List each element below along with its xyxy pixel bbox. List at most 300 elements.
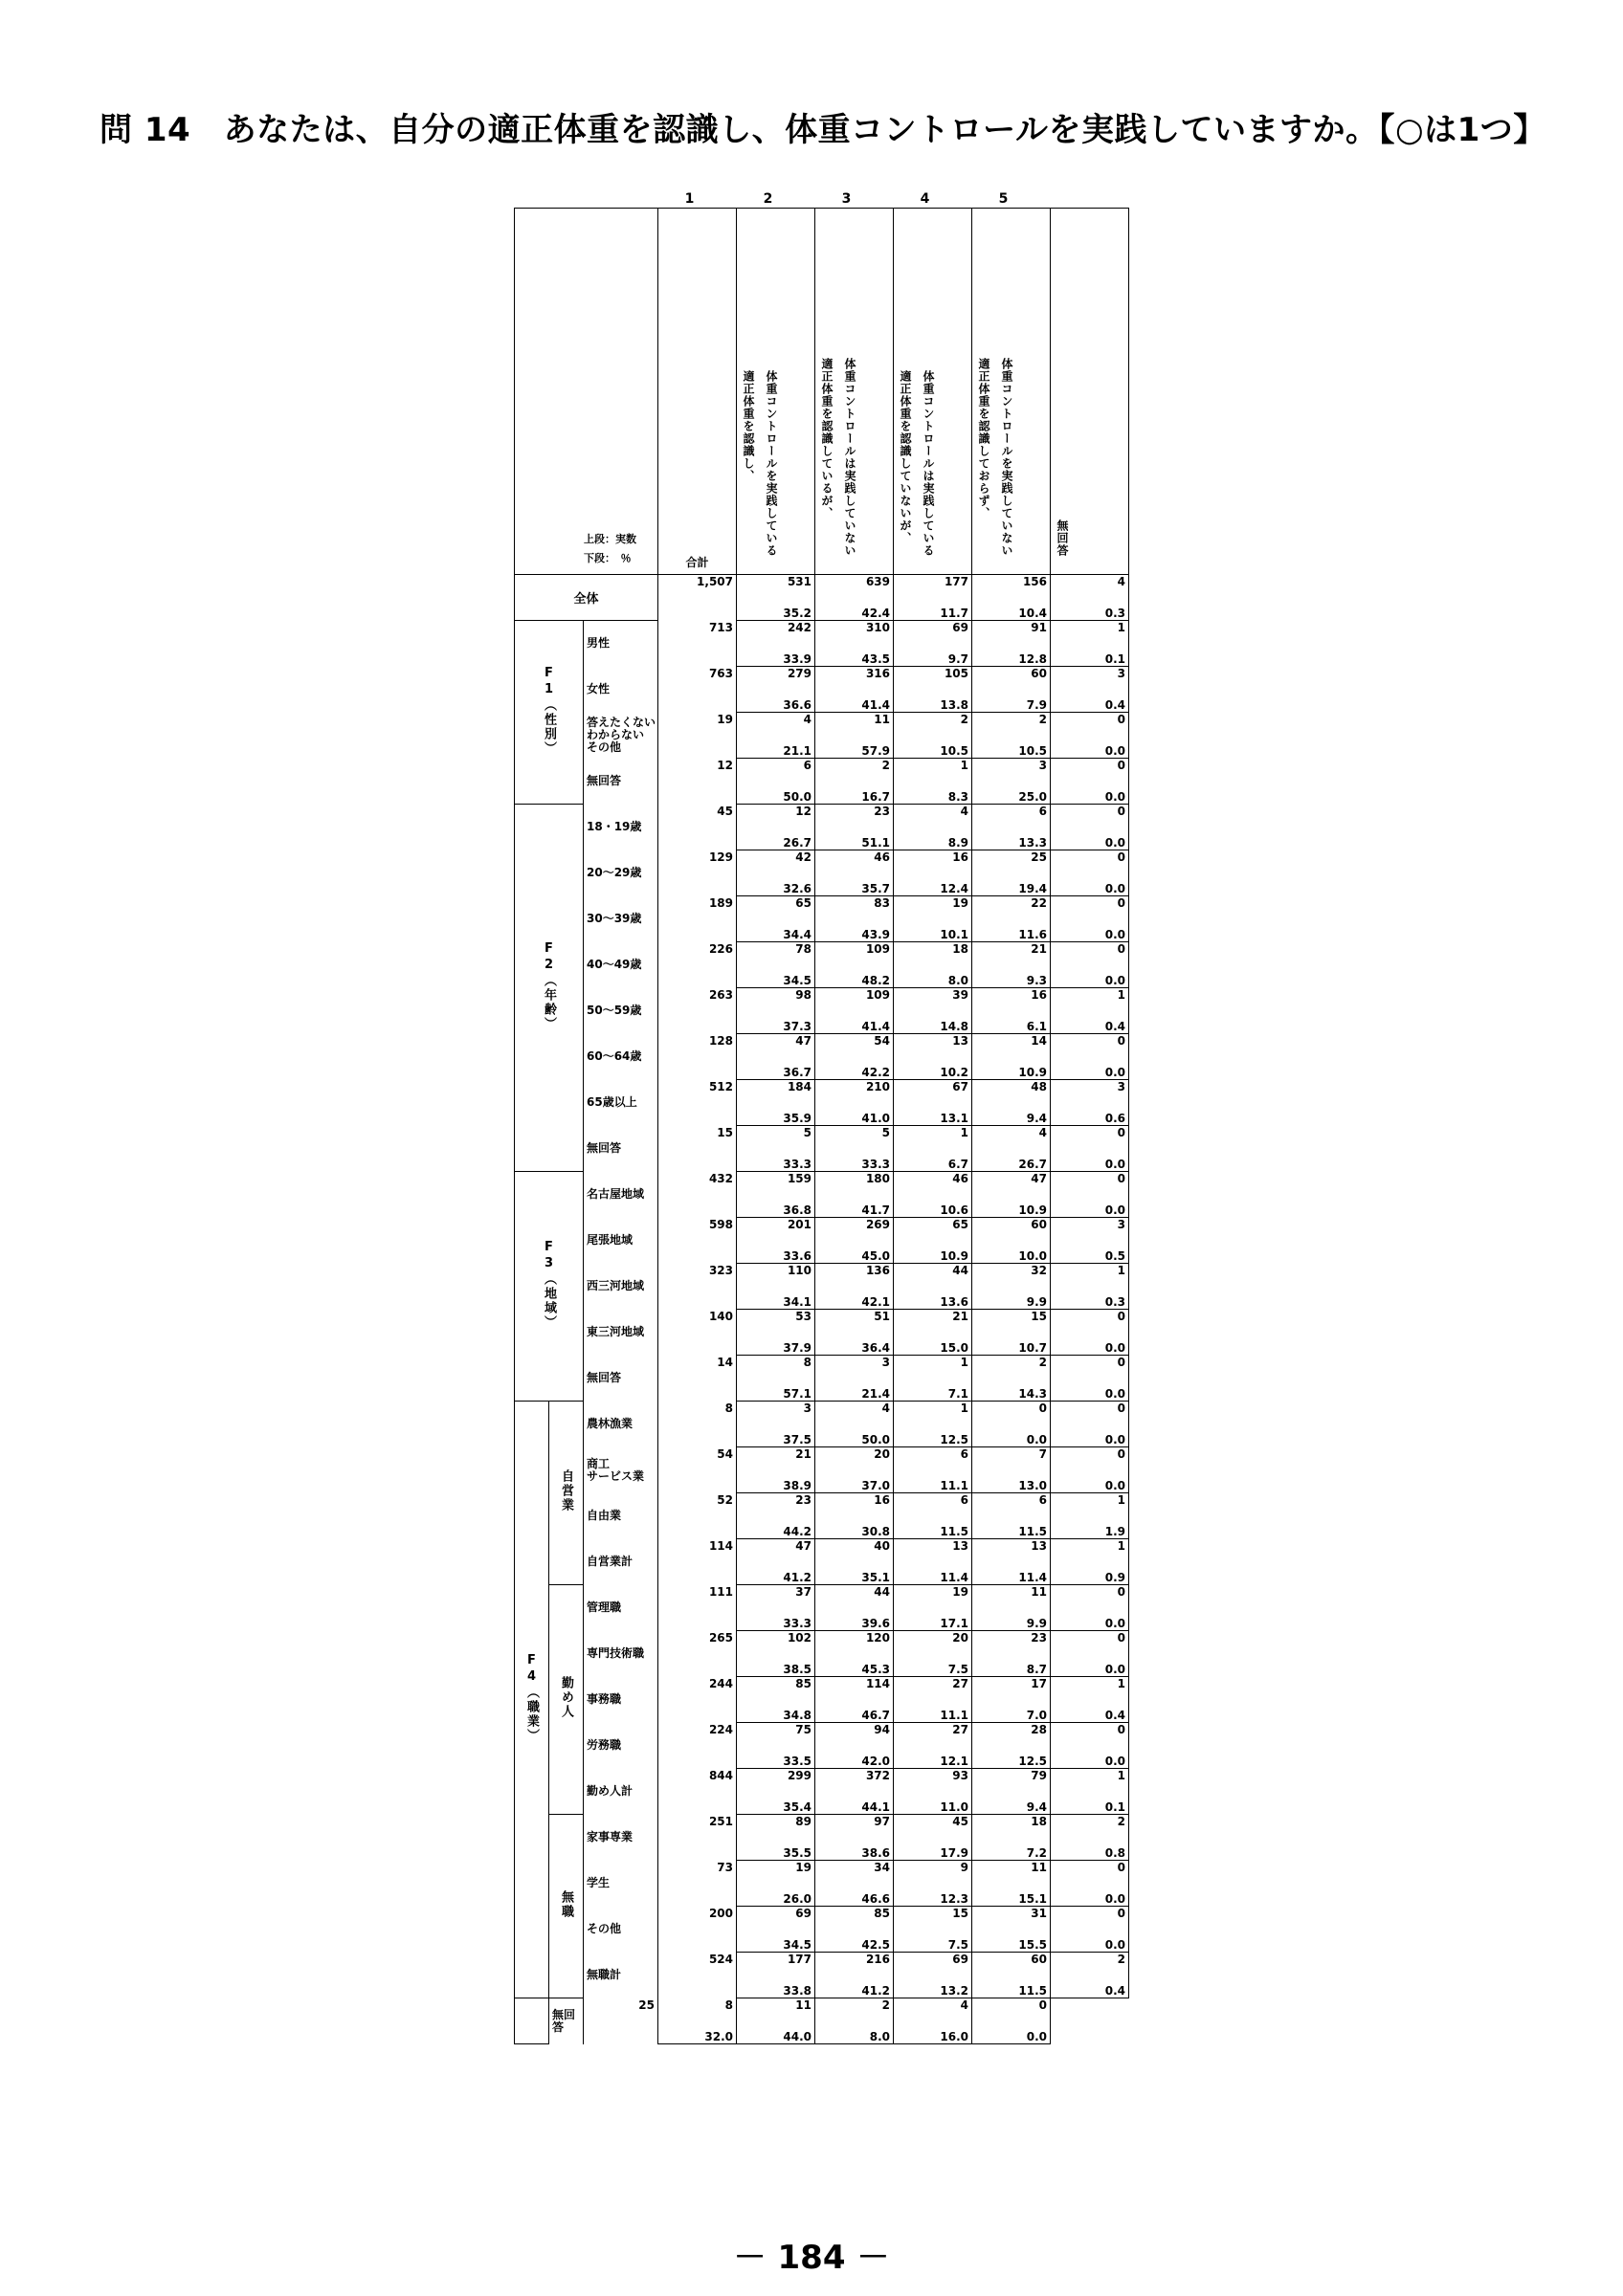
count-cell: 159 bbox=[737, 1172, 815, 1195]
percent-cell: 45.3 bbox=[815, 1654, 894, 1677]
count-cell: 19 bbox=[894, 1585, 972, 1608]
percent-cell: 33.3 bbox=[815, 1149, 894, 1172]
percent-cell: 38.9 bbox=[737, 1470, 815, 1493]
percent-cell: 19.4 bbox=[972, 873, 1051, 896]
group-label-text: F3（地域） bbox=[542, 1239, 556, 1330]
count-cell: 1 bbox=[1051, 1769, 1129, 1792]
row-total: 763 bbox=[658, 667, 737, 713]
count-cell: 102 bbox=[737, 1631, 815, 1654]
count-cell: 180 bbox=[815, 1172, 894, 1195]
percent-cell: 21.4 bbox=[815, 1379, 894, 1402]
percent-cell: 7.5 bbox=[894, 1930, 972, 1953]
count-cell: 177 bbox=[894, 575, 972, 598]
count-cell: 6 bbox=[972, 1493, 1051, 1516]
subgroup-label bbox=[549, 1585, 584, 1815]
percent-cell: 13.8 bbox=[894, 690, 972, 713]
count-cell: 0 bbox=[1051, 1356, 1129, 1379]
count-cell: 3 bbox=[1051, 1218, 1129, 1241]
header-corner bbox=[515, 209, 658, 575]
percent-cell: 14.8 bbox=[894, 1011, 972, 1034]
row-total: 12 bbox=[658, 759, 737, 805]
row-total: 432 bbox=[658, 1172, 737, 1218]
count-cell: 3 bbox=[1051, 1080, 1129, 1103]
row-total: 73 bbox=[658, 1861, 737, 1907]
percent-cell: 21.1 bbox=[737, 736, 815, 759]
count-cell: 4 bbox=[1051, 575, 1129, 598]
percent-cell: 0.0 bbox=[972, 1424, 1051, 1447]
header-legend bbox=[584, 530, 636, 568]
row-total: 140 bbox=[658, 1310, 737, 1356]
percent-cell: 0.5 bbox=[1051, 1241, 1129, 1264]
percent-cell: 34.8 bbox=[737, 1700, 815, 1723]
percent-cell: 36.7 bbox=[737, 1057, 815, 1080]
count-cell: 21 bbox=[894, 1310, 972, 1333]
count-cell: 13 bbox=[894, 1034, 972, 1057]
row-total: 54 bbox=[658, 1447, 737, 1493]
percent-cell: 0.4 bbox=[1051, 1976, 1129, 1998]
percent-cell: 37.5 bbox=[737, 1424, 815, 1447]
count-cell: 65 bbox=[894, 1218, 972, 1241]
header-column-text-1: 体重コントロールを実践している 適正体重を認識し、 bbox=[742, 370, 778, 557]
count-cell: 16 bbox=[894, 850, 972, 873]
percent-cell: 10.9 bbox=[894, 1241, 972, 1264]
count-cell: 1 bbox=[894, 759, 972, 782]
percent-cell: 39.6 bbox=[815, 1608, 894, 1631]
count-cell: 98 bbox=[737, 988, 815, 1011]
count-cell: 210 bbox=[815, 1080, 894, 1103]
count-cell: 3 bbox=[1051, 667, 1129, 690]
count-cell: 0 bbox=[1051, 1126, 1129, 1149]
percent-cell: 0.0 bbox=[972, 2021, 1051, 2044]
count-cell: 47 bbox=[737, 1539, 815, 1562]
percent-cell: 36.4 bbox=[815, 1333, 894, 1356]
count-cell: 69 bbox=[737, 1907, 815, 1930]
count-cell: 37 bbox=[737, 1585, 815, 1608]
group-label-text: F2（年齢） bbox=[542, 940, 556, 1031]
percent-cell: 26.0 bbox=[737, 1884, 815, 1907]
count-cell: 110 bbox=[737, 1264, 815, 1287]
percent-cell: 11.6 bbox=[972, 919, 1051, 942]
percent-cell: 37.0 bbox=[815, 1470, 894, 1493]
percent-cell: 8.3 bbox=[894, 782, 972, 805]
percent-cell: 17.1 bbox=[894, 1608, 972, 1631]
count-cell: 0 bbox=[972, 1402, 1051, 1424]
percent-cell: 7.9 bbox=[972, 690, 1051, 713]
row-total: 114 bbox=[658, 1539, 737, 1585]
percent-cell: 7.0 bbox=[972, 1700, 1051, 1723]
count-cell: 21 bbox=[737, 1447, 815, 1470]
count-cell: 13 bbox=[894, 1539, 972, 1562]
percent-cell: 35.7 bbox=[815, 873, 894, 896]
row-total: 19 bbox=[658, 713, 737, 759]
group-label bbox=[515, 1172, 584, 1402]
row-total: 25 bbox=[584, 1998, 658, 2044]
column-number-5: 5 bbox=[998, 191, 1009, 207]
count-cell: 2 bbox=[972, 1356, 1051, 1379]
percent-cell: 33.8 bbox=[737, 1976, 815, 1998]
count-cell: 13 bbox=[972, 1539, 1051, 1562]
count-cell: 85 bbox=[815, 1907, 894, 1930]
row-label: 学生 bbox=[584, 1861, 658, 1907]
count-cell: 6 bbox=[894, 1447, 972, 1470]
row-total: 200 bbox=[658, 1907, 737, 1953]
percent-cell: 11.1 bbox=[894, 1470, 972, 1493]
count-cell: 48 bbox=[972, 1080, 1051, 1103]
percent-cell: 10.7 bbox=[972, 1333, 1051, 1356]
count-cell: 2 bbox=[815, 759, 894, 782]
count-cell: 4 bbox=[894, 805, 972, 828]
count-cell: 20 bbox=[894, 1631, 972, 1654]
count-cell: 5 bbox=[815, 1126, 894, 1149]
percent-cell: 42.2 bbox=[815, 1057, 894, 1080]
column-number-3: 3 bbox=[841, 191, 852, 207]
count-cell: 4 bbox=[815, 1402, 894, 1424]
page-title: 問 14 あなたは、自分の適正体重を認識し、体重コントロールを実践していますか。【○は1つ】 bbox=[100, 111, 1546, 149]
count-cell: 67 bbox=[894, 1080, 972, 1103]
column-number-4: 4 bbox=[920, 191, 930, 207]
row-total: 224 bbox=[658, 1723, 737, 1769]
subgroup-label-text: 勤め人 bbox=[559, 1676, 573, 1719]
percent-cell: 0.0 bbox=[1051, 828, 1129, 850]
count-cell: 0 bbox=[1051, 1310, 1129, 1333]
count-cell: 6 bbox=[737, 759, 815, 782]
row-label: 無職計 bbox=[584, 1953, 658, 1998]
percent-cell: 12.1 bbox=[894, 1746, 972, 1769]
count-cell: 11 bbox=[815, 713, 894, 736]
count-cell: 25 bbox=[972, 850, 1051, 873]
percent-cell: 41.0 bbox=[815, 1103, 894, 1126]
percent-cell: 0.0 bbox=[1051, 1057, 1129, 1080]
count-cell: 47 bbox=[737, 1034, 815, 1057]
percent-cell: 41.7 bbox=[815, 1195, 894, 1218]
count-cell: 11 bbox=[972, 1861, 1051, 1884]
row-total: 14 bbox=[658, 1356, 737, 1402]
count-cell: 639 bbox=[815, 575, 894, 598]
count-cell: 44 bbox=[815, 1585, 894, 1608]
row-label: 65歳以上 bbox=[584, 1080, 658, 1126]
count-cell: 279 bbox=[737, 667, 815, 690]
percent-cell: 37.3 bbox=[737, 1011, 815, 1034]
percent-cell: 33.3 bbox=[737, 1149, 815, 1172]
percent-cell: 0.3 bbox=[1051, 598, 1129, 621]
count-cell: 0 bbox=[972, 1998, 1051, 2021]
row-label: 18・19歳 bbox=[584, 805, 658, 850]
row-label: 農林漁業 bbox=[584, 1402, 658, 1447]
count-cell: 44 bbox=[894, 1264, 972, 1287]
row-label: 家事専業 bbox=[584, 1815, 658, 1861]
percent-cell: 10.0 bbox=[972, 1241, 1051, 1264]
count-cell: 23 bbox=[815, 805, 894, 828]
percent-cell: 43.9 bbox=[815, 919, 894, 942]
row-label: その他 bbox=[584, 1907, 658, 1953]
percent-cell: 33.6 bbox=[737, 1241, 815, 1264]
count-cell: 34 bbox=[815, 1861, 894, 1884]
percent-cell: 0.3 bbox=[1051, 1287, 1129, 1310]
count-cell: 16 bbox=[972, 988, 1051, 1011]
percent-cell: 0.0 bbox=[1051, 1654, 1129, 1677]
percent-cell: 57.9 bbox=[815, 736, 894, 759]
row-total: 265 bbox=[658, 1631, 737, 1677]
count-cell: 1 bbox=[894, 1402, 972, 1424]
count-cell: 2 bbox=[1051, 1953, 1129, 1976]
count-cell: 0 bbox=[1051, 850, 1129, 873]
row-total: 226 bbox=[658, 942, 737, 988]
percent-cell: 42.5 bbox=[815, 1930, 894, 1953]
percent-cell: 15.0 bbox=[894, 1333, 972, 1356]
row-label: 商工 サービス業 bbox=[584, 1447, 658, 1493]
count-cell: 17 bbox=[972, 1677, 1051, 1700]
percent-cell: 34.1 bbox=[737, 1287, 815, 1310]
count-cell: 156 bbox=[972, 575, 1051, 598]
count-cell: 5 bbox=[737, 1126, 815, 1149]
percent-cell: 0.0 bbox=[1051, 736, 1129, 759]
subgroup-label-text: 自営業 bbox=[559, 1469, 573, 1512]
percent-cell: 25.0 bbox=[972, 782, 1051, 805]
percent-cell: 11.5 bbox=[972, 1516, 1051, 1539]
row-total: 598 bbox=[658, 1218, 737, 1264]
percent-cell: 0.0 bbox=[1051, 1333, 1129, 1356]
percent-cell: 9.7 bbox=[894, 644, 972, 667]
row-total: 524 bbox=[658, 1953, 737, 1998]
percent-cell: 10.9 bbox=[972, 1057, 1051, 1080]
count-cell: 3 bbox=[972, 759, 1051, 782]
percent-cell: 30.8 bbox=[815, 1516, 894, 1539]
percent-cell: 46.7 bbox=[815, 1700, 894, 1723]
count-cell: 1 bbox=[894, 1126, 972, 1149]
subgroup-label bbox=[515, 1998, 549, 2044]
percent-cell: 0.0 bbox=[1051, 782, 1129, 805]
percent-cell: 0.0 bbox=[1051, 1470, 1129, 1493]
count-cell: 0 bbox=[1051, 942, 1129, 965]
percent-cell: 33.3 bbox=[737, 1608, 815, 1631]
percent-cell: 1.9 bbox=[1051, 1516, 1129, 1539]
count-cell: 91 bbox=[972, 621, 1051, 644]
subgroup-label bbox=[549, 1815, 584, 1998]
row-label: 無回答 bbox=[584, 759, 658, 805]
count-cell: 1 bbox=[1051, 621, 1129, 644]
percent-cell: 13.1 bbox=[894, 1103, 972, 1126]
percent-cell: 43.5 bbox=[815, 644, 894, 667]
percent-cell: 45.0 bbox=[815, 1241, 894, 1264]
percent-cell: 51.1 bbox=[815, 828, 894, 850]
percent-cell: 0.0 bbox=[1051, 873, 1129, 896]
percent-cell: 10.2 bbox=[894, 1057, 972, 1080]
count-cell: 9 bbox=[894, 1861, 972, 1884]
count-cell: 0 bbox=[1051, 1402, 1129, 1424]
count-cell: 60 bbox=[972, 667, 1051, 690]
count-cell: 372 bbox=[815, 1769, 894, 1792]
percent-cell: 12.8 bbox=[972, 644, 1051, 667]
crosstab-table bbox=[514, 208, 1129, 2044]
percent-cell: 42.0 bbox=[815, 1746, 894, 1769]
count-cell: 1 bbox=[1051, 1539, 1129, 1562]
percent-cell: 0.9 bbox=[1051, 1562, 1129, 1585]
count-cell: 23 bbox=[737, 1493, 815, 1516]
percent-cell: 0.0 bbox=[1051, 965, 1129, 988]
row-label: 女性 bbox=[584, 667, 658, 713]
count-cell: 20 bbox=[815, 1447, 894, 1470]
count-cell: 45 bbox=[894, 1815, 972, 1838]
percent-cell: 13.0 bbox=[972, 1470, 1051, 1493]
percent-cell: 0.4 bbox=[1051, 1700, 1129, 1723]
row-label: 東三河地域 bbox=[584, 1310, 658, 1356]
count-cell: 269 bbox=[815, 1218, 894, 1241]
percent-cell: 0.6 bbox=[1051, 1103, 1129, 1126]
row-label: 無回答 bbox=[584, 1356, 658, 1402]
row-label: 自由業 bbox=[584, 1493, 658, 1539]
row-total: 844 bbox=[658, 1769, 737, 1815]
count-cell: 1 bbox=[1051, 1493, 1129, 1516]
percent-cell: 34.5 bbox=[737, 1930, 815, 1953]
percent-cell: 33.9 bbox=[737, 644, 815, 667]
count-cell: 31 bbox=[972, 1907, 1051, 1930]
count-cell: 16 bbox=[815, 1493, 894, 1516]
legend-bottom: 下段： ％ bbox=[584, 552, 632, 564]
count-cell: 53 bbox=[737, 1310, 815, 1333]
count-cell: 40 bbox=[815, 1539, 894, 1562]
percent-cell: 9.9 bbox=[972, 1287, 1051, 1310]
count-cell: 1 bbox=[1051, 1264, 1129, 1287]
row-total: 323 bbox=[658, 1264, 737, 1310]
header-total: 合計 bbox=[658, 209, 737, 575]
percent-cell: 44.1 bbox=[815, 1792, 894, 1815]
count-cell: 242 bbox=[737, 621, 815, 644]
row-label: 無回答 bbox=[549, 1998, 584, 2044]
count-cell: 46 bbox=[815, 850, 894, 873]
percent-cell: 50.0 bbox=[737, 782, 815, 805]
percent-cell: 8.0 bbox=[815, 2021, 894, 2044]
count-cell: 109 bbox=[815, 988, 894, 1011]
count-cell: 3 bbox=[815, 1356, 894, 1379]
percent-cell: 13.6 bbox=[894, 1287, 972, 1310]
subgroup-label bbox=[549, 1402, 584, 1585]
row-total: 129 bbox=[658, 850, 737, 896]
count-cell: 1 bbox=[894, 1356, 972, 1379]
count-cell: 47 bbox=[972, 1172, 1051, 1195]
percent-cell: 26.7 bbox=[737, 828, 815, 850]
percent-cell: 42.1 bbox=[815, 1287, 894, 1310]
percent-cell: 16.7 bbox=[815, 782, 894, 805]
count-cell: 0 bbox=[1051, 1172, 1129, 1195]
row-label: 専門技術職 bbox=[584, 1631, 658, 1677]
percent-cell: 11.4 bbox=[894, 1562, 972, 1585]
row-total: 128 bbox=[658, 1034, 737, 1080]
count-cell: 93 bbox=[894, 1769, 972, 1792]
count-cell: 6 bbox=[972, 805, 1051, 828]
count-cell: 60 bbox=[972, 1218, 1051, 1241]
count-cell: 15 bbox=[972, 1310, 1051, 1333]
percent-cell: 41.4 bbox=[815, 1011, 894, 1034]
count-cell: 8 bbox=[737, 1356, 815, 1379]
row-total: 263 bbox=[658, 988, 737, 1034]
row-label-all: 全体 bbox=[515, 575, 658, 621]
count-cell: 184 bbox=[737, 1080, 815, 1103]
count-cell: 27 bbox=[894, 1677, 972, 1700]
percent-cell: 35.9 bbox=[737, 1103, 815, 1126]
percent-cell: 0.0 bbox=[1051, 1379, 1129, 1402]
percent-cell: 10.6 bbox=[894, 1195, 972, 1218]
count-cell: 22 bbox=[972, 896, 1051, 919]
percent-cell: 38.6 bbox=[815, 1838, 894, 1861]
percent-cell: 37.9 bbox=[737, 1333, 815, 1356]
group-label bbox=[515, 1402, 549, 1998]
percent-cell: 35.4 bbox=[737, 1792, 815, 1815]
percent-cell: 10.9 bbox=[972, 1195, 1051, 1218]
percent-cell: 7.1 bbox=[894, 1379, 972, 1402]
count-cell: 89 bbox=[737, 1815, 815, 1838]
percent-cell: 11.5 bbox=[972, 1976, 1051, 1998]
header-column-text-5: 無回答 bbox=[1056, 519, 1069, 557]
column-number-1: 1 bbox=[684, 191, 695, 207]
percent-cell: 10.4 bbox=[972, 598, 1051, 621]
percent-cell: 34.5 bbox=[737, 965, 815, 988]
row-total: 189 bbox=[658, 896, 737, 942]
percent-cell: 0.0 bbox=[1051, 919, 1129, 942]
count-cell: 60 bbox=[972, 1953, 1051, 1976]
count-cell: 0 bbox=[1051, 1447, 1129, 1470]
count-cell: 177 bbox=[737, 1953, 815, 1976]
count-cell: 0 bbox=[1051, 1631, 1129, 1654]
count-cell: 316 bbox=[815, 667, 894, 690]
count-cell: 54 bbox=[815, 1034, 894, 1057]
count-cell: 23 bbox=[972, 1631, 1051, 1654]
row-label: 西三河地域 bbox=[584, 1264, 658, 1310]
row-label: 尾張地域 bbox=[584, 1218, 658, 1264]
count-cell: 6 bbox=[894, 1493, 972, 1516]
percent-cell: 12.3 bbox=[894, 1884, 972, 1907]
row-total: 45 bbox=[658, 805, 737, 850]
percent-cell: 15.1 bbox=[972, 1884, 1051, 1907]
row-label: 30～39歳 bbox=[584, 896, 658, 942]
percent-cell: 0.4 bbox=[1051, 1011, 1129, 1034]
count-cell: 19 bbox=[894, 896, 972, 919]
count-cell: 32 bbox=[972, 1264, 1051, 1287]
percent-cell: 6.7 bbox=[894, 1149, 972, 1172]
percent-cell: 41.2 bbox=[737, 1562, 815, 1585]
percent-cell: 34.4 bbox=[737, 919, 815, 942]
percent-cell: 57.1 bbox=[737, 1379, 815, 1402]
group-label-text: F1（性別） bbox=[542, 665, 556, 756]
count-cell: 12 bbox=[737, 805, 815, 828]
header-column-text-3: 体重コントロールは実践している 適正体重を認識していないが、 bbox=[899, 370, 935, 557]
row-total: 1,507 bbox=[658, 575, 737, 621]
count-cell: 7 bbox=[972, 1447, 1051, 1470]
percent-cell: 0.0 bbox=[1051, 1149, 1129, 1172]
count-cell: 120 bbox=[815, 1631, 894, 1654]
row-total: 244 bbox=[658, 1677, 737, 1723]
row-label: 20～29歳 bbox=[584, 850, 658, 896]
percent-cell: 0.1 bbox=[1051, 644, 1129, 667]
count-cell: 51 bbox=[815, 1310, 894, 1333]
percent-cell: 11.7 bbox=[894, 598, 972, 621]
row-label: 男性 bbox=[584, 621, 658, 667]
percent-cell: 10.5 bbox=[894, 736, 972, 759]
count-cell: 2 bbox=[972, 713, 1051, 736]
count-cell: 94 bbox=[815, 1723, 894, 1746]
percent-cell: 0.0 bbox=[1051, 1746, 1129, 1769]
percent-cell: 9.9 bbox=[972, 1608, 1051, 1631]
count-cell: 2 bbox=[815, 1998, 894, 2021]
count-cell: 83 bbox=[815, 896, 894, 919]
count-cell: 531 bbox=[737, 575, 815, 598]
percent-cell: 12.5 bbox=[894, 1424, 972, 1447]
count-cell: 2 bbox=[1051, 1815, 1129, 1838]
percent-cell: 11.4 bbox=[972, 1562, 1051, 1585]
percent-cell: 10.1 bbox=[894, 919, 972, 942]
percent-cell: 7.5 bbox=[894, 1654, 972, 1677]
header-column-5 bbox=[1051, 209, 1129, 575]
count-cell: 69 bbox=[894, 1953, 972, 1976]
